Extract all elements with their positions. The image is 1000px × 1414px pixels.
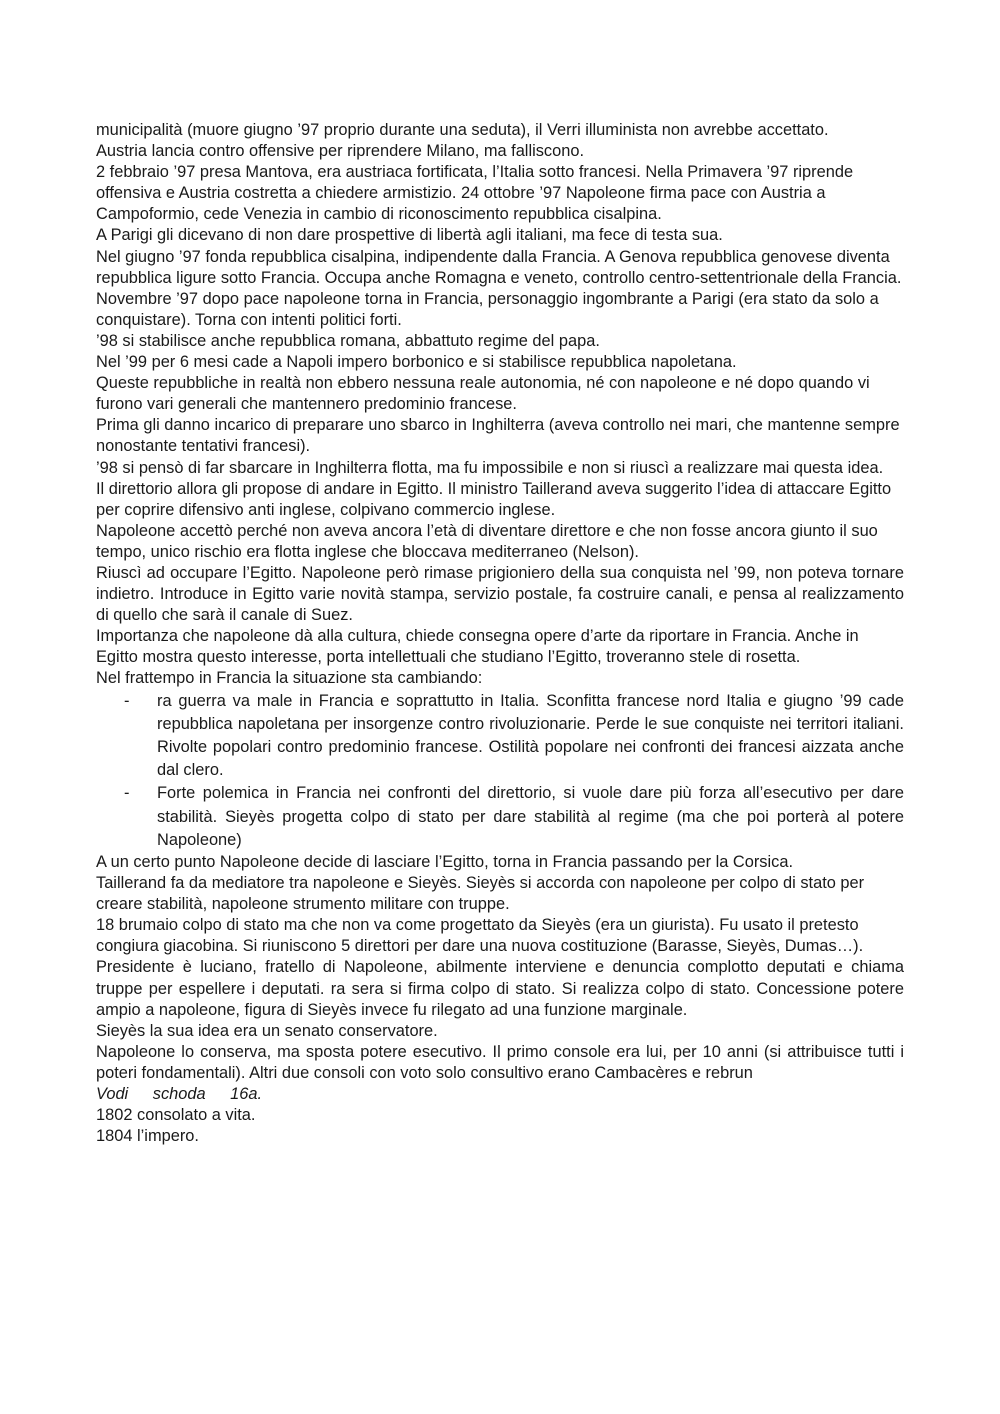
paragraph: Nel giugno ’97 fonda repubblica cisalpina, indipendente dalla Francia. A Genova repubblica genovese diventa repubblica ligure sotto Francia. Occupa anche Romagna e veneto, controllo centro-settentrionale della Francia. <box>96 247 902 287</box>
paragraph: Il direttorio allora gli propose di andare in Egitto. Il ministro Taillerand aveva suggerito l’idea di attaccare Egitto per coprire difensivo anti inglese, colpivano commercio inglese. <box>96 479 892 519</box>
bullet-marker: - <box>124 691 130 710</box>
bullet-list <box>96 690 904 852</box>
list-item <box>96 782 904 852</box>
paragraph: ’98 si stabilisce anche repubblica romana, abbattuto regime del papa. <box>96 331 600 350</box>
paragraph: Taillerand fa da mediatore tra napoleone e Sieyès. Sieyès si accorda con napoleone per colpo di stato per creare stabilità, napoleone strumento militare con truppe. <box>96 874 865 914</box>
bullet-marker: - <box>124 784 130 803</box>
paragraph: Queste repubbliche in realtà non ebbero nessuna reale autonomia, né con napoleone e né dopo quando vi furono vari generali che mantennero predominio francese. <box>96 374 870 414</box>
list-item <box>96 690 904 783</box>
paragraph: 18 brumaio colpo di stato ma che non va come progettato da Sieyès (era un giurista). Fu usato il pretesto congiura giacobina. Si riuniscono 5 direttori per dare una nuova costituzione (Barasse, Sieyès, Dumas…). <box>96 916 864 956</box>
paragraph: Napoleone lo conserva, ma sposta potere esecutivo. Il primo console era lui, per 10 anni (si attribuisce tutti i poteri fondamentali). Altri due consoli con voto solo consultivo erano Cambacères e rebrun <box>96 1042 904 1082</box>
paragraph: Nel ’99 per 6 mesi cade a Napoli impero borbonico e si stabilisce repubblica napoletana. <box>96 353 737 372</box>
paragraph: Napoleone accettò perché non aveva ancora l’età di diventare direttore e che non fosse ancora giunto il suo tempo, unico rischio era flotta inglese che bloccava mediterraneo (Nelson). <box>96 521 878 561</box>
paragraph: Riuscì ad occupare l’Egitto. Napoleone però rimase prigioniero della sua conquista nel ’99, non poteva tornare indietro. Introduce in Egitto varie novità stampa, servizio postale, fa costruire canali, e pensa al realizzamento di quello che sarà il canale di Suez. <box>96 563 904 625</box>
paragraph: Novembre ’97 dopo pace napoleone torna in Francia, personaggio ingombrante a Parigi (era stato da solo a conquistare). Torna con intenti politici forti. <box>96 289 879 329</box>
paragraph: 2 febbraio ’97 presa Mantova, era austriaca fortificata, l’Italia sotto francesi. Nella Primavera ’97 riprende offensiva e Austria costretta a chiedere armistizio. 24 ottobre ’97 Napoleone firma pace con Austria a Campoformio, cede Venezia in cambio di riconoscimento repubblica cisalpina. <box>96 163 854 224</box>
paragraph: 1804 l’impero. <box>96 1127 199 1146</box>
paragraph: Nel frattempo in Francia la situazione sta cambiando: <box>96 669 483 688</box>
paragraph: A Parigi gli dicevano di non dare prospettive di libertà agli italiani, ma fece di testa sua. <box>96 226 723 245</box>
list-item-text: ra guerra va male in Francia e soprattutto in Italia. Sconfitta francese nord Italia e giugno ’99 cade repubblica napoletana per insorgenze contro rivoluzionarie. Perde le sue conquiste nei territori italiani. Rivolte popolari contro predominio francese. Ostilità popolare nei confronti dei francesi aizzata anche dal clero. <box>157 691 904 780</box>
paragraph: Prima gli danno incarico di preparare uno sbarco in Inghilterra (aveva controllo nei mari, che mantenne sempre nonostante tentativi francesi). <box>96 416 900 456</box>
paragraph: 1802 consolato a vita. <box>96 1106 256 1125</box>
paragraph: A un certo punto Napoleone decide di lasciare l’Egitto, torna in Francia passando per la Corsica. <box>96 852 794 871</box>
italic-note: Vodi schoda 16a. <box>96 1084 263 1103</box>
list-item-text: Forte polemica in Francia nei confronti del direttorio, si vuole dare più forza all’esecutivo per dare stabilità. Sieyès progetta colpo di stato per dare stabilità al regime (ma che poi porterà al potere Napoleone) <box>157 784 904 849</box>
paragraph: Presidente è luciano, fratello di Napoleone, abilmente interviene e denuncia complotto deputati e chiama truppe per espellere i deputati. ra sera si firma colpo di stato. Si realizza colpo di stato. Concessione potere ampio a napoleone, figura di Sieyès invece fu rilegato ad una funzione marginale. <box>96 958 904 1019</box>
paragraph: Importanza che napoleone dà alla cultura, chiede consegna opere d’arte da riportare in Francia. Anche in Egitto mostra questo interesse, porta intellettuali che studiano l’Egitto, troveranno stele di rosetta. <box>96 627 859 667</box>
paragraph: municipalità (muore giugno ’97 proprio durante una seduta), il Verri illuminista non avrebbe accettato. <box>96 121 829 139</box>
paragraph: Sieyès la sua idea era un senato conservatore. <box>96 1021 438 1040</box>
paragraph: ’98 si pensò di far sbarcare in Inghilterra flotta, ma fu impossibile e non si riuscì a realizzare mai questa idea. <box>96 458 884 477</box>
paragraph: Austria lancia contro offensive per riprendere Milano, ma falliscono. <box>96 142 585 161</box>
document-body <box>96 120 904 1147</box>
